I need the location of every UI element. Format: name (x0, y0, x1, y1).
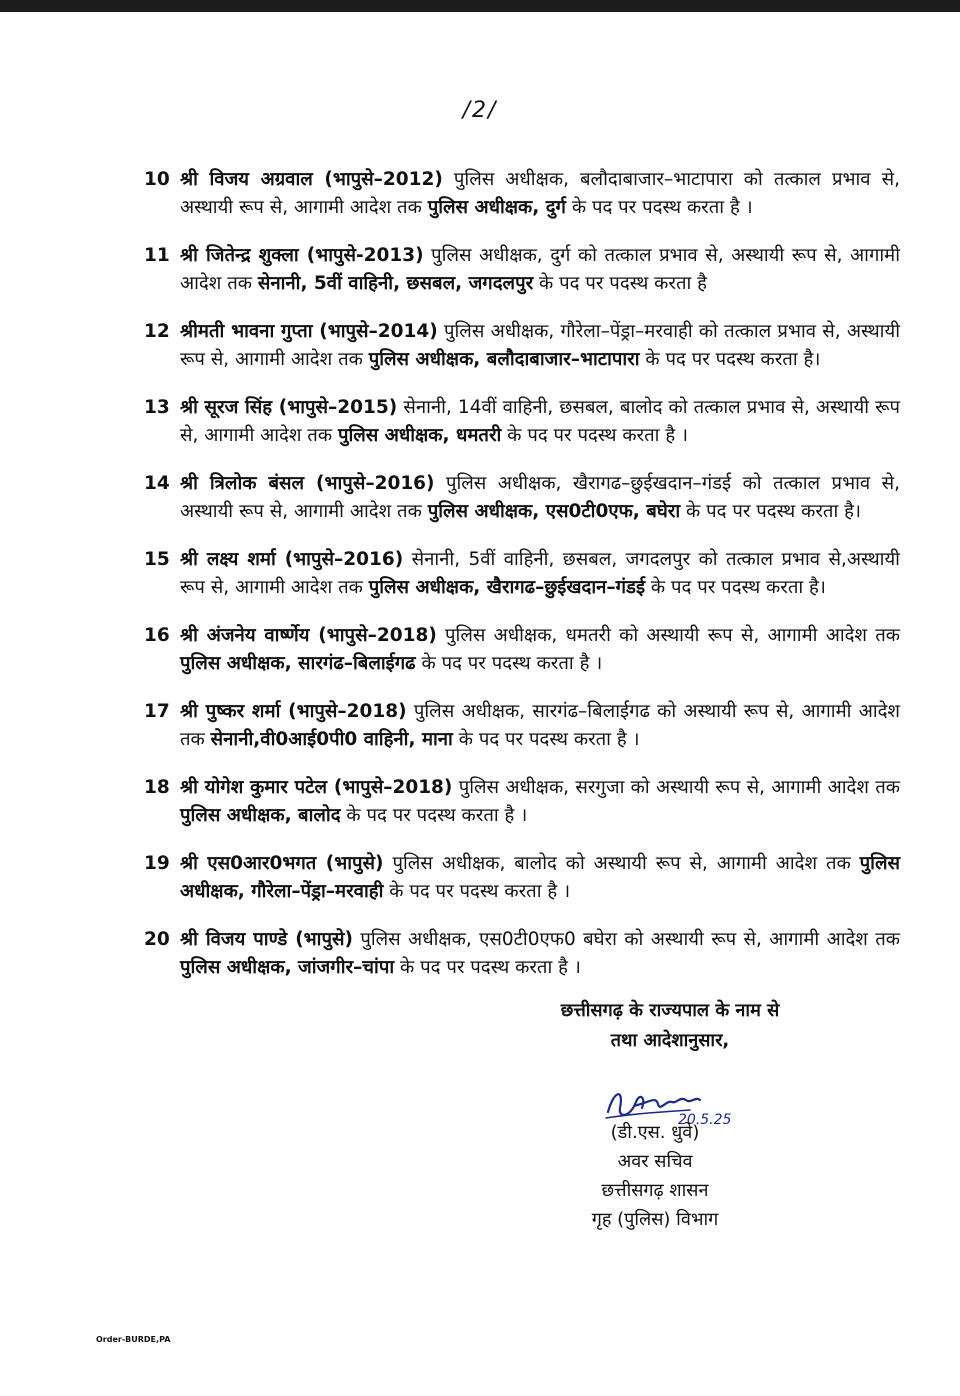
officer-name: श्री जितेन्द्र शुक्ला (भापुसे-2013) (180, 245, 424, 266)
item-number: 10 (144, 169, 170, 190)
page-number: /2/ (462, 98, 498, 123)
officer-name: श्री पुष्कर शर्मा (भापुसे–2018) (180, 701, 407, 722)
signatory-department: गृह (पुलिस) विभाग (591, 1209, 719, 1230)
new-post: पुलिस अधीक्षक, खैरागढ–छुईखदान–गंडई (368, 577, 646, 598)
officer-name: श्री योगेश कुमार पटेल (भापुसे–2018) (180, 777, 453, 798)
closing-line-2: तथा आदेशानुसार, (610, 1030, 730, 1051)
order-item-15 (140, 546, 900, 602)
item-text: पुलिस अधीक्षक, खैरागढ–छुईखदान–गंडई को तत्काल प्रभाव से, अस्थायी रूप से, आगामी आदेश तक (180, 473, 900, 522)
item-number: 18 (144, 777, 170, 798)
item-number: 15 (144, 549, 170, 570)
item-suffix: के पद पर पदस्थ करता है। (680, 501, 861, 522)
new-post: सेनानी,वी0आई0पी0 वाहिनी, माना (210, 729, 453, 750)
order-item-20 (140, 926, 900, 982)
item-number: 16 (144, 625, 170, 646)
signature-date: 20.5.25 (678, 1112, 732, 1128)
new-post: सेनानी, 5वीं वाहिनी, छसबल, जगदलपुर (257, 273, 534, 294)
item-number: 20 (144, 929, 170, 950)
new-post: पुलिस अधीक्षक, जांजगीर–चांपा (180, 957, 395, 978)
closing-line-1: छत्तीसगढ़ के राज्यपाल के नाम से (560, 1000, 780, 1021)
item-suffix: के पद पर पदस्थ करता है । (565, 197, 753, 218)
new-post: पुलिस अधीक्षक, सारगंढ–बिलाईगढ (180, 653, 416, 674)
item-text: सेनानी, 14वीं वाहिनी, छसबल, बालोद को तत्काल प्रभाव से, अस्थायी रूप से, आगामी आदेश तक (180, 397, 901, 446)
new-post: पुलिस अधीक्षक, बलौदाबाजार–भाटापारा (368, 349, 640, 370)
officer-name: श्री त्रिलोक बंसल (भापुसे–2016) (180, 473, 435, 494)
item-number: 11 (144, 245, 170, 266)
order-item-10 (140, 166, 900, 222)
order-item-14 (140, 470, 900, 526)
officer-name: श्रीमती भावना गुप्ता (भापुसे–2014) (180, 321, 438, 342)
top-bar (0, 0, 960, 12)
item-text: पुलिस अधीक्षक, बालोद को अस्थायी रूप से, आगामी आदेश तक (383, 853, 860, 874)
item-text: पुलिस अधीक्षक, सरगुजा को अस्थायी रूप से, आगामी आदेश तक (452, 777, 900, 798)
officer-name: श्री विजय पाण्डे (भापुसे) (180, 929, 353, 950)
item-suffix: के पद पर पदस्थ करता है । (415, 653, 603, 674)
item-text: सेनानी, 5वीं वाहिनी, छसबल, जगदलपुर को तत्काल प्रभाव से,अस्थायी रूप से, आगामी आदेश तक (180, 549, 900, 598)
item-number: 14 (144, 473, 170, 494)
signatory-government: छत्तीसगढ़ शासन (601, 1180, 709, 1201)
item-suffix: के पद पर पदस्थ करता है। (645, 577, 826, 598)
footer-code: Order-BURDE,PA (96, 1335, 171, 1344)
officer-name: श्री विजय अग्रवाल (भापुसे–2012) (180, 169, 443, 190)
order-item-19 (140, 850, 900, 906)
officer-name: श्री अंजनेय वार्ष्णेय (भापुसे–2018) (180, 625, 437, 646)
officer-name: श्री लक्ष्य शर्मा (भापुसे–2016) (180, 549, 404, 570)
new-post: पुलिस अधीक्षक, गौरेला–पेंड्रा–मरवाही (180, 853, 900, 902)
officer-name: श्री एस0आर0भगत (भापुसे) (180, 853, 384, 874)
signatory-details (540, 1118, 770, 1234)
signatory-designation: अवर सचिव (617, 1151, 693, 1172)
order-items (140, 166, 900, 1002)
order-item-16 (140, 622, 900, 678)
order-item-11 (140, 242, 900, 298)
item-suffix: के पद पर पदस्थ करता है (533, 273, 707, 294)
new-post: पुलिस अधीक्षक, बालोद (180, 805, 341, 826)
item-text: पुलिस अधीक्षक, गौरेला–पेंड्रा–मरवाही को तत्काल प्रभाव से, अस्थायी रूप से, आगामी आदेश तक (180, 321, 900, 370)
order-item-17 (140, 698, 900, 754)
item-text: पुलिस अधीक्षक, सारगंढ–बिलाईगढ को अस्थायी रूप से, आगामी आदेश तक (180, 701, 900, 750)
item-text: पुलिस अधीक्षक, बलौदाबाजार–भाटापारा को तत्काल प्रभाव से, अस्थायी रूप से, आगामी आदेश तक (180, 169, 900, 218)
item-suffix: के पद पर पदस्थ करता है । (383, 881, 571, 902)
signatory-name: (डी.एस. धुवे) (610, 1122, 700, 1143)
item-suffix: के पद पर पदस्थ करता है । (501, 425, 689, 446)
order-item-18 (140, 774, 900, 830)
new-post: पुलिस अधीक्षक, धमतरी (337, 425, 502, 446)
item-text: पुलिस अधीक्षक, धमतरी को अस्थायी रूप से, आगामी आदेश तक (436, 625, 900, 646)
new-post: पुलिस अधीक्षक, दुर्ग (427, 197, 566, 218)
item-text: पुलिस अधीक्षक, दुर्ग को तत्काल प्रभाव से, अस्थायी रूप से, आगामी आदेश तक (180, 245, 901, 294)
item-number: 12 (144, 321, 170, 342)
item-number: 13 (144, 397, 170, 418)
order-item-13 (140, 394, 900, 450)
closing-block (480, 996, 860, 1056)
item-number: 17 (144, 701, 170, 722)
item-suffix: के पद पर पदस्थ करता है। (639, 349, 821, 370)
item-suffix: के पद पर पदस्थ करता है । (340, 805, 528, 826)
item-suffix: के पद पर पदस्थ करता है । (394, 957, 581, 978)
item-suffix: के पद पर पदस्थ करता है । (452, 729, 640, 750)
item-text: पुलिस अधीक्षक, एस0टी0एफ0 बघेरा को अस्थायी रूप से, आगामी आदेश तक (352, 929, 901, 950)
officer-name: श्री सूरज सिंह (भापुसे–2015) (180, 397, 398, 418)
item-number: 19 (144, 853, 170, 874)
order-item-12 (140, 318, 900, 374)
new-post: पुलिस अधीक्षक, एस0टी0एफ, बघेरा (427, 501, 681, 522)
